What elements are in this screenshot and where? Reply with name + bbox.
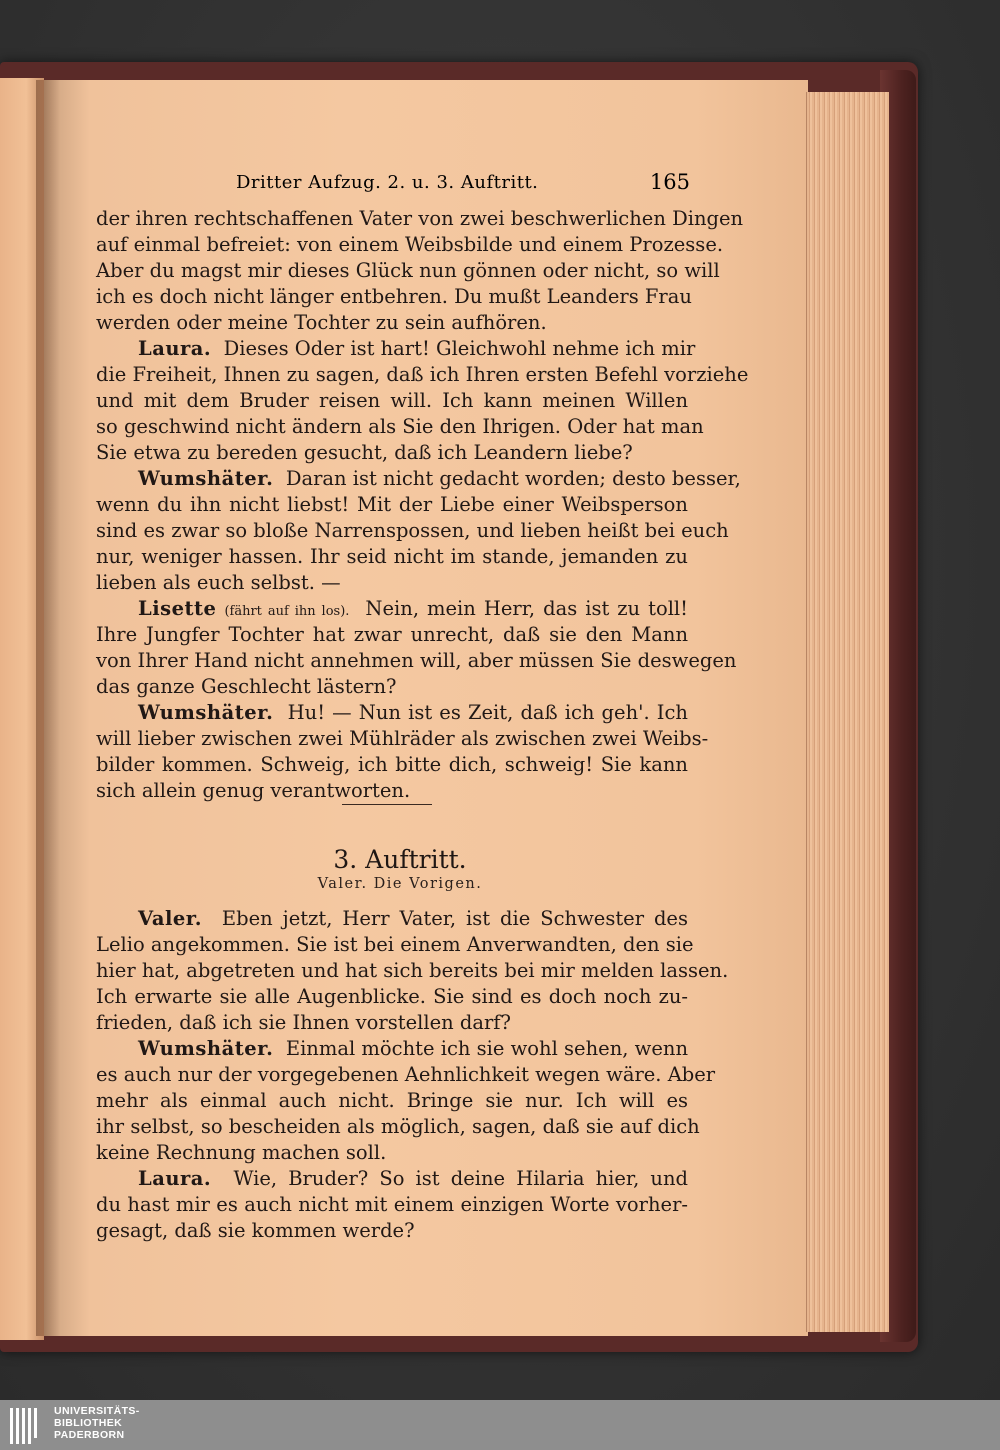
text-line	[96, 700, 688, 726]
text-line: mehr als einmal auch nicht. Bringe sie nur. Ich will es	[96, 1089, 688, 1112]
text-line: sich allein genug verantworten.	[96, 779, 411, 802]
text-line	[96, 466, 741, 492]
text-line	[96, 906, 688, 932]
text-line: keine Rechnung machen soll.	[96, 1141, 387, 1164]
spine-shadow	[36, 80, 60, 1336]
text-line: ihr selbst, so bescheiden als möglich, sagen, daß sie auf dich	[96, 1115, 700, 1138]
text-line	[96, 336, 696, 362]
text-line: werden oder meine Tochter zu sein aufhören.	[96, 311, 547, 334]
text-line: so geschwind nicht ändern als Sie den Ihrigen. Oder hat man	[96, 415, 704, 438]
logo-line: BIBLIOTHEK	[54, 1417, 123, 1429]
library-logo-icon	[10, 1408, 50, 1444]
text-line: Lelio angekommen. Sie ist bei einem Anverwandten, den sie	[96, 933, 694, 956]
speaker-name: Lisette	[138, 597, 217, 620]
text-line: Ich erwarte sie alle Augenblicke. Sie sind es doch noch zu-	[96, 985, 688, 1008]
scene-heading: 3. Auftritt.	[333, 845, 467, 874]
speech-text: Dieses Oder ist hart! Gleichwohl nehme ich mir	[223, 337, 696, 360]
text-line: hier hat, abgetreten und hat sich bereits bei mir melden lassen.	[96, 959, 729, 982]
speech-text: Nein, mein Herr, das ist zu toll!	[365, 597, 689, 620]
text-line: gesagt, daß sie kommen werde?	[96, 1219, 415, 1242]
text-line: Sie etwa zu bereden gesucht, daß ich Leandern liebe?	[96, 441, 633, 464]
text-line: Aber du magst mir dieses Glück nun gönnen oder nicht, so will	[96, 259, 720, 282]
section-divider	[342, 804, 432, 805]
text-line: auf einmal befreiet: von einem Weibsbilde und einem Prozesse.	[96, 233, 724, 256]
page-block-edge	[806, 92, 889, 1332]
speaker-name: Laura.	[138, 1167, 212, 1190]
text-line: nur, weniger hassen. Ihr seid nicht im stande, jemanden zu	[96, 545, 688, 568]
text-line: der ihren rechtschaffenen Vater von zwei beschwerlichen Dingen	[96, 207, 744, 230]
text-line: bilder kommen. Schweig, ich bitte dich, schweig! Sie kann	[96, 753, 688, 776]
logo-line: UNIVERSITÄTS-	[54, 1405, 140, 1417]
scene-cast: Valer. Die Vorigen.	[317, 876, 483, 892]
text-line	[96, 1036, 688, 1062]
text-line: frieden, daß ich sie Ihnen vorstellen darf?	[96, 1011, 511, 1034]
text-line: will lieber zwischen zwei Mühlräder als zwischen zwei Weibs-	[96, 727, 709, 750]
text-line: und mit dem Bruder reisen will. Ich kann meinen Willen	[96, 389, 688, 412]
library-logo-text	[54, 1405, 140, 1441]
speech-text: Daran ist nicht gedacht worden; desto besser,	[285, 467, 741, 490]
speech-text: Einmal möchte ich sie wohl sehen, wenn	[285, 1037, 689, 1060]
logo-line: PADERBORN	[54, 1429, 125, 1441]
speaker-name: Wumshäter.	[138, 467, 274, 490]
text-line: lieben als euch selbst. —	[96, 571, 341, 594]
running-head: Dritter Aufzug. 2. u. 3. Auftritt.	[236, 172, 539, 193]
speaker-name: Wumshäter.	[138, 1037, 274, 1060]
library-footer	[0, 1400, 1000, 1450]
text-line	[96, 1166, 688, 1192]
speaker-name: Wumshäter.	[138, 701, 274, 724]
speaker-name: Valer.	[138, 907, 203, 930]
text-line: von Ihrer Hand nicht annehmen will, aber müssen Sie deswegen	[96, 649, 737, 672]
text-line	[96, 596, 688, 622]
speech-text: Eben jetzt, Herr Vater, ist die Schwester des	[221, 907, 688, 930]
text-line: du hast mir es auch nicht mit einem einzigen Worte vorher-	[96, 1193, 688, 1216]
page-header	[96, 172, 690, 202]
page-number: 165	[649, 170, 690, 194]
text-line: ich es doch nicht länger entbehren. Du mußt Leanders Frau	[96, 285, 692, 308]
text-line: es auch nur der vorgegebenen Aehnlichkeit wegen wäre. Aber	[96, 1063, 716, 1086]
text-line: sind es zwar so bloße Narrenspossen, und lieben heißt bei euch	[96, 519, 729, 542]
speech-text: Wie, Bruder? So ist deine Hilaria hier, und	[233, 1167, 688, 1190]
text-line: das ganze Geschlecht lästern?	[96, 675, 397, 698]
text-line: Ihre Jungfer Tochter hat zwar unrecht, daß sie den Mann	[96, 623, 688, 646]
text-line: die Freiheit, Ihnen zu sagen, daß ich Ihren ersten Befehl vorziehe	[96, 363, 749, 386]
stage-direction: (fährt auf ihn los).	[224, 604, 350, 619]
speech-text: Hu! — Nun ist es Zeit, daß ich geh'. Ich	[287, 701, 688, 724]
speaker-name: Laura.	[138, 337, 212, 360]
text-line: wenn du ihn nicht liebst! Mit der Liebe einer Weibsperson	[96, 493, 688, 516]
